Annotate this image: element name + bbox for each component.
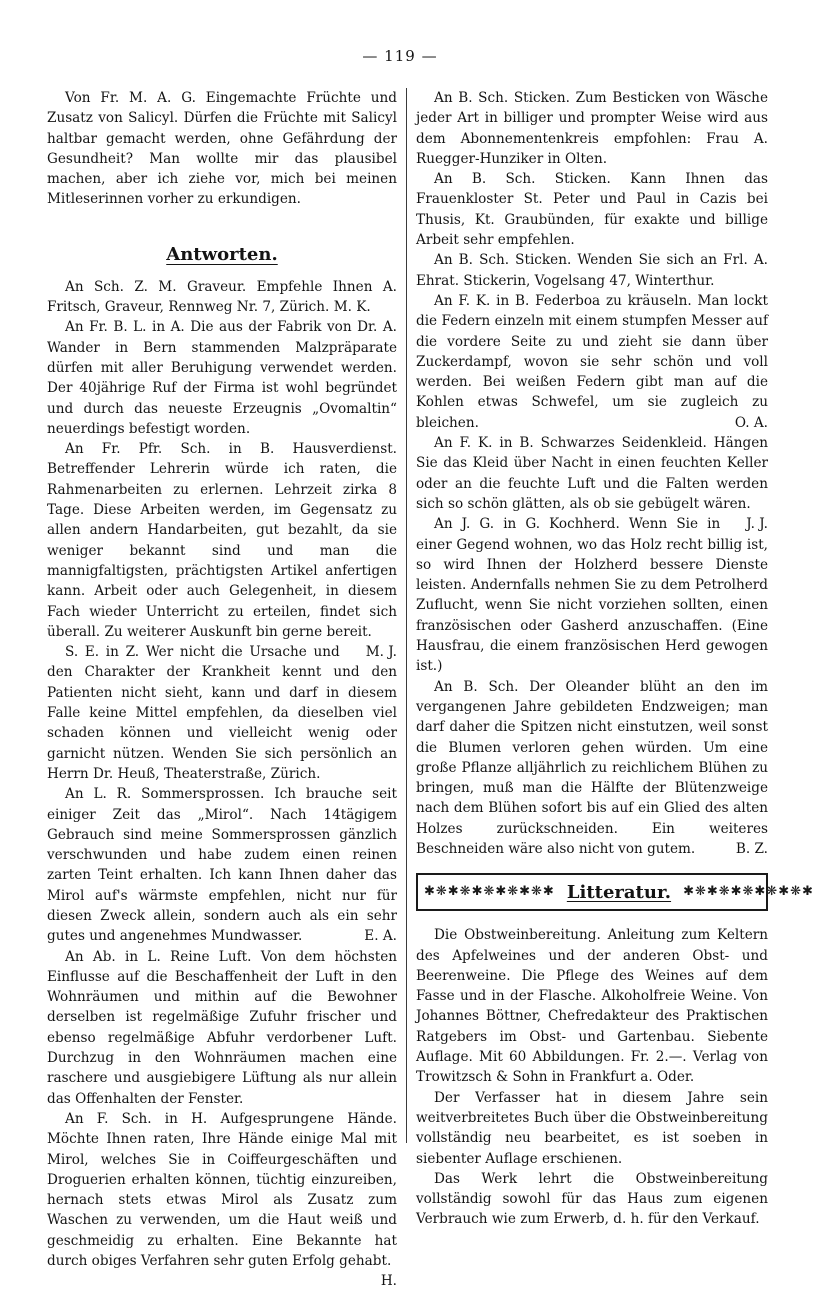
book-review-body-2: Das Werk lehrt die Obstweinbereitung vollständig sowohl für das Haus zum eigenen Verbrauch wie zum Erwerb, d. h. für den Verkauf. xyxy=(416,1170,768,1228)
question-paragraph: Von Fr. M. A. G. Eingemachte Früchte und Zusatz von Salicyl. Dürfen die Früchte mit Salicyl haltbar gemacht werden, ohne Gefährdung der Gesundheit? Man wollte mir das plausibel machen, aber ich ziehe vor, mich bei meinen Mitleserinnen vorher zu erkundigen. xyxy=(47,90,397,208)
answer-federboa xyxy=(416,291,768,433)
answer-kochherd: An J. G. in G. Kochherd. Wenn Sie in einer Gegend wohnen, wo das Holz recht billig ist, so wird Ihnen der Holzherd bessere Dienste leisten. Andernfalls nehmen Sie zu dem Petrolherd Zuflucht, wenn Sie nicht vorziehen sollten, einen französischen oder Gasherd anzuschaffen. (Eine Hausfrau, die einem französischen Herd gewogen ist.) xyxy=(416,516,768,675)
signature: O. A. xyxy=(734,414,768,431)
book-review-body-1: Der Verfasser hat in diesem Jahre sein weitverbreitetes Buch über die Obstweinbereitung vollständig neu bearbeitet, es ist soeben in siebenter Auflage erschienen. xyxy=(416,1089,768,1167)
answer-haende xyxy=(47,1109,397,1290)
answer-sticken-3: An B. Sch. Sticken. Wenden Sie sich an Frl. A. Ehrat. Stickerin, Vogelsang 47, Winterthur. xyxy=(416,252,768,289)
answer-krankheit: S. E. in Z. Wer nicht die Ursache und den Charakter der Krankheit kennt und den Patienten nicht sieht, kann und darf in diesem Falle keine Mittel empfehlen, da dieselben viel schaden können und vielleicht wenig oder garnicht nützen. Wenden Sie sich persönlich an Herrn Dr. Heuß, Theaterstraße, Zürich. xyxy=(47,644,397,782)
right-column xyxy=(416,88,814,1230)
answer-oleander-text: An B. Sch. Der Oleander blüht an den im vergangenen Jahre gebildeten Endzweigen; man darf daher die Spitzen nicht einstutzen, weil sonst die Blumen verloren gehen würden. Um eine große Pflanze alljährlich zu reichlichem Blühen zu bringen, muß man die Hälfte der Blütenzweige nach dem Blühen sofort bis auf ein Glied des alten Holzes zurückschneiden. Ein weiteres Beschneiden wäre also nicht von gutem. xyxy=(416,678,768,857)
answer-seidenkleid xyxy=(416,433,768,533)
answer-oleander xyxy=(416,677,768,860)
page-number: — 119 — xyxy=(362,47,438,65)
signature: H. xyxy=(380,1273,397,1290)
answer-sommersprossen xyxy=(47,784,397,946)
answer-sticken-2: An B. Sch. Sticken. Kann Ihnen das Frauenkloster St. Peter und Paul in Cazis bei Thusis, Kt. Graubünden, für exakte und billige Arbeit sehr empfehlen. xyxy=(416,171,768,249)
signature: M. J. xyxy=(365,644,397,661)
signature: B. Z. xyxy=(735,840,768,857)
signature: E. A. xyxy=(364,928,397,945)
answer-malzpraeparate: An Fr. B. L. in A. Die aus der Fabrik von Dr. A. Wander in Bern stammenden Malzpräparate dürfen mit aller Beruhigung verwendet werden. Der 40jährige Ruf der Firma ist wohl begründet und durch das neueste Erzeugnis „Ovomaltin“ neuerdings befestigt worden. xyxy=(47,319,397,437)
ornament-right: ✱❋✱❋✱❋✱❋✱❋✱ xyxy=(683,884,814,900)
answer-haende-text: An F. Sch. in H. Aufgesprungene Hände. Möchte Ihnen raten, Ihre Hände einige Mal mit Mirol, welches Sie in Coiffeurgeschäften und Droguerien erhalten können, tüchtig einzureiben, hernach stets etwas Mirol als Zusatz zum Waschen zu verwenden, um die Haut weiß und geschmeidig zu erhalten. Eine Bekannte hat durch obiges Verfahren sehr guten Erfolg gehabt. xyxy=(47,1110,397,1270)
answers-heading: Antworten. xyxy=(166,243,278,265)
answer-sticken-1: An B. Sch. Sticken. Zum Besticken von Wäsche jeder Art in billiger und prompter Weise wird aus dem Abonnementenkreis empfohlen: Frau A. Ruegger-Hunziker in Olten. xyxy=(416,90,768,167)
answer-sommersprossen-text: An L. R. Sommersprossen. Ich brauche seit einiger Zeit das „Mirol“. Nach 14tägigem Gebrauch sind meine Sommersprossen gänzlich verschwunden und habe zudem einen reinen zarten Teint erhalten. Ich kann Ihnen daher das Mirol auf's wärmste empfehlen, nicht nur für diesen Zweck allein, sondern auch als ein sehr gutes und angenehmes Mundwasser. xyxy=(47,786,397,945)
column-divider xyxy=(406,88,407,1143)
answer-hausverdienst xyxy=(47,439,397,661)
answer-hausverdienst-text: An Fr. Pfr. Sch. in B. Hausverdienst. Betreffender Lehrerin würde ich raten, die Rahmenarbeiten zu erlernen. Lehrzeit zirka 8 Tage. Diese Arbeiten werden, im Gegensatz zu allen andern Handarbeiten, gut bezahlt, da sie weniger bekannt sind und man die mannigfaltigsten, prächtigsten Artikel anfertigen kann. Arbeit oder auch Gelegenheit, in diesem Fach wieder Unterricht zu erteilen, findet sich überall. Zu weiterer Auskunft bin gerne bereit. xyxy=(47,441,397,640)
answer-reine-luft: An Ab. in L. Reine Luft. Von dem höchsten Einflusse auf die Beschaffenheit der Luft in den Wohnräumen und mithin auf die Bewohner derselben ist regelmäßige Zufuhr frischer und ebenso regelmäßige Abfuhr verdorbener Luft. Durchzug in den Wohnräumen machen eine raschere und ausgiebigere Lüftung als nur allein das Offenhalten der Fenster. xyxy=(47,948,397,1107)
literature-heading-box xyxy=(416,873,814,911)
ornament-left: ✱❋✱❋✱❋✱❋✱❋✱ xyxy=(424,884,555,900)
answer-federboa-text: An F. K. in B. Federboa zu kräuseln. Man lockt die Federn einzeln mit einem stumpfen Messer auf die vordere Seite zu und zieht sie dann über Zuckerdampf, wovon sie sehr schön und voll werden. Bei weißen Federn gibt man auf die Kohlen etwas Schwefel, um sie zugleich zu bleichen. xyxy=(416,292,768,431)
answer-graveur: An Sch. Z. M. Graveur. Empfehle Ihnen A. Fritsch, Graveur, Rennweg Nr. 7, Zürich. M. K. xyxy=(47,278,397,316)
signature: J. J. xyxy=(746,516,768,533)
book-review-title: Die Obstweinbereitung. Anleitung zum Keltern des Apfelweines und der anderen Obst- und Beerenweine. Die Pflege des Weines auf dem Fasse und in der Flasche. Alkoholfreie Weine. Von Johannes Böttner, Chefredakteur des Praktischen Ratgebers im Obst- und Gartenbau. Siebente Auflage. Mit 60 Abbildungen. Fr. 2.—. Verlag von Trowitzsch & Sohn in Frankfurt a. Oder. xyxy=(416,927,768,1086)
literature-heading: Litteratur. xyxy=(566,881,672,903)
answer-seidenkleid-text: An F. K. in B. Schwarzes Seidenkleid. Hängen Sie das Kleid über Nacht in einen feuchten Keller oder an die feuchte Luft und die Falten werden sich so schön glätten, als ob sie gebügelt wären. xyxy=(416,435,768,512)
left-column xyxy=(47,88,397,1292)
